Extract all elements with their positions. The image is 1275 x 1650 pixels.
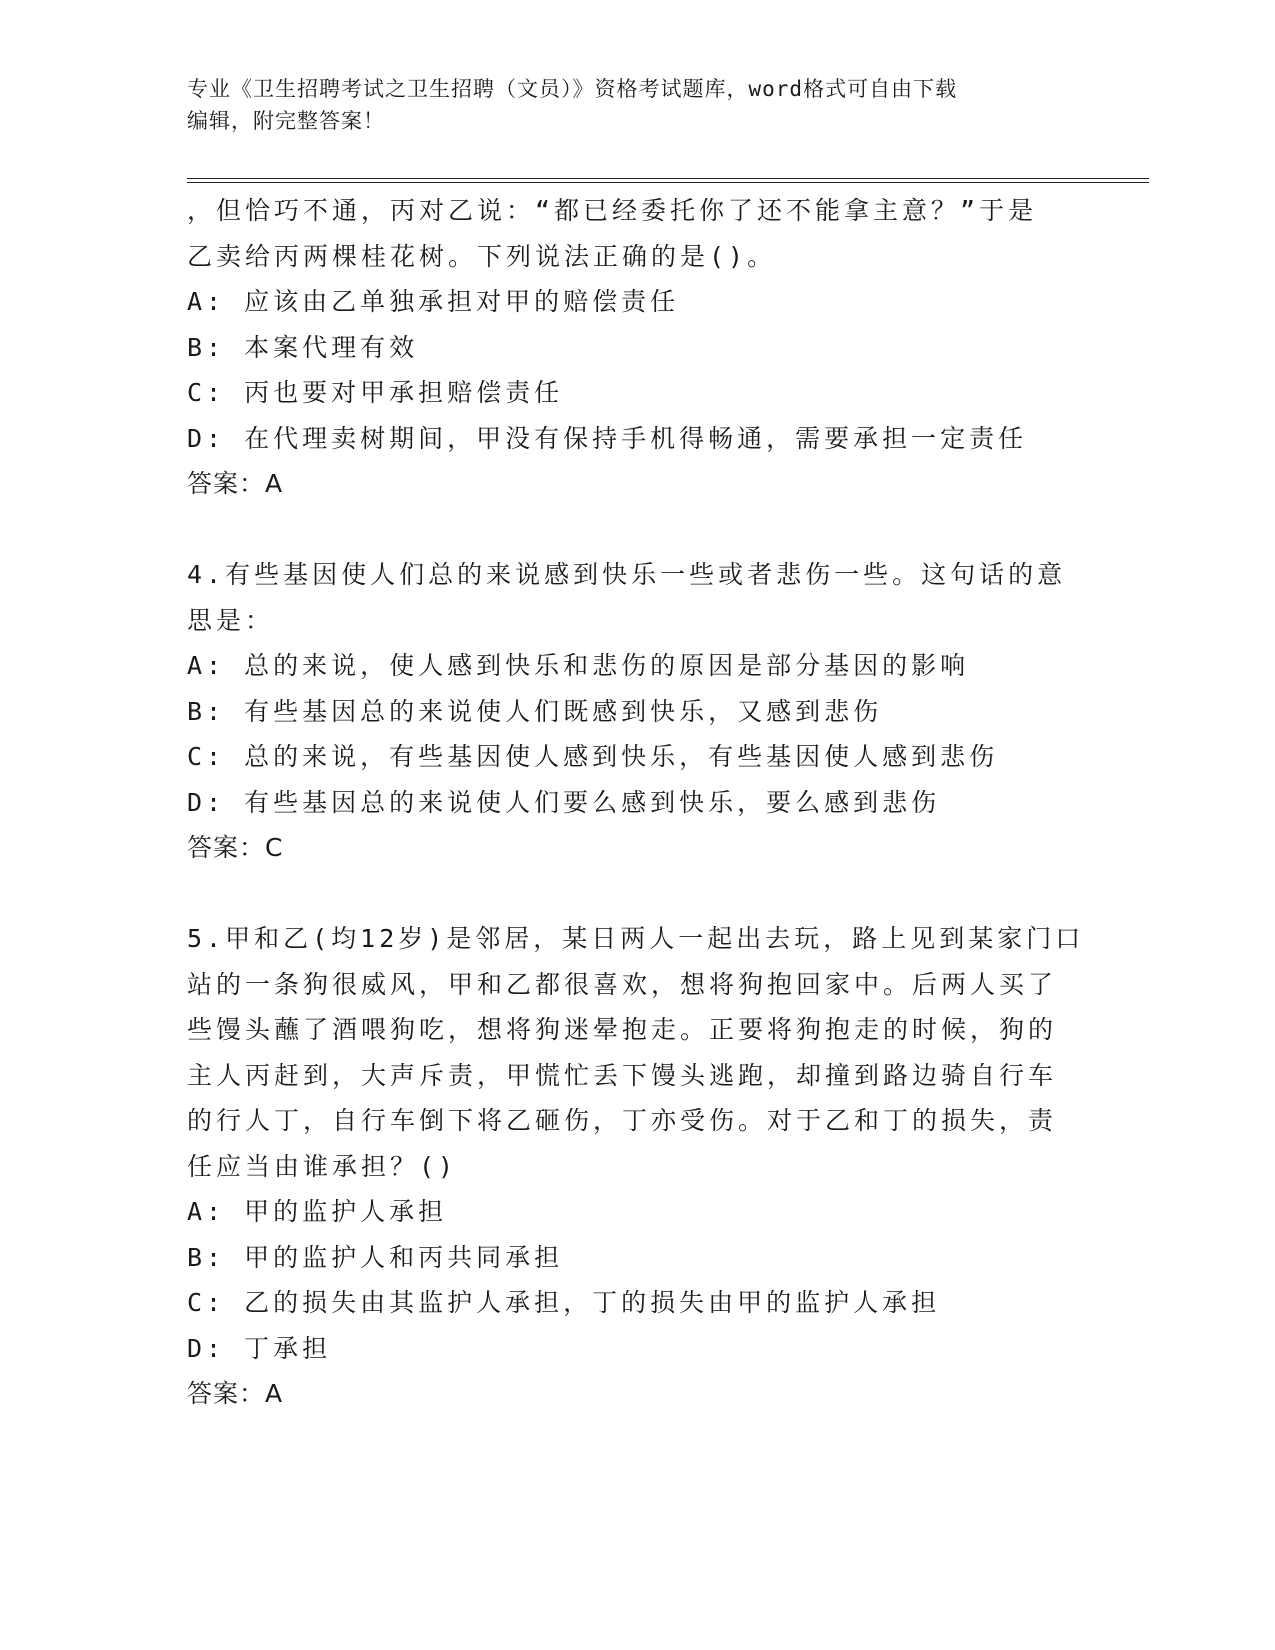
document-body: [187, 188, 1087, 1417]
option-b: B: 有些基因总的来说使人们既感到快乐，又感到悲伤: [187, 696, 883, 726]
answer-line: 答案：A: [187, 469, 284, 498]
header-title-line: 专业《卫生招聘考试之卫生招聘（文员）》资格考试题库，word格式可自由下载: [187, 77, 958, 101]
question-stem-line: ，但恰巧不通，丙对乙说：“都已经委托你了还不能拿主意？”于是: [187, 196, 1038, 225]
option-c: C: 丙也要对甲承担赔偿责任: [187, 378, 564, 407]
question-stem-line: 些馒头蘸了酒喂狗吃，想将狗迷晕抱走。正要将狗抱走的时候，狗的: [187, 1015, 1058, 1044]
question-stem-line: 任应当由谁承担？(): [187, 1151, 458, 1181]
question-3-continued: [187, 188, 1087, 507]
option-a: A: 应该由乙单独承担对甲的赔偿责任: [187, 287, 680, 316]
option-b: B: 本案代理有效: [187, 332, 419, 362]
answer-line: 答案：C: [187, 833, 284, 862]
question-stem-line: 乙卖给丙两棵桂花树。下列说法正确的是()。: [187, 241, 777, 271]
option-a: A: 总的来说，使人感到快乐和悲伤的原因是部分基因的影响: [187, 651, 970, 680]
option-d: D: 丁承担: [187, 1333, 332, 1363]
option-d: D: 有些基因总的来说使人们要么感到快乐，要么感到悲伤: [187, 787, 941, 817]
option-a: A: 甲的监护人承担: [187, 1197, 448, 1226]
question-stem-line: 5.甲和乙(均12岁)是邻居，某日两人一起出去玩，路上见到某家门口: [187, 924, 1085, 953]
question-5: [187, 916, 1087, 1417]
page-header: [187, 73, 1087, 137]
option-c: C: 乙的损失由其监护人承担，丁的损失由甲的监护人承担: [187, 1288, 941, 1317]
header-title-line: 编辑，附完整答案！: [187, 109, 385, 133]
question-stem-line: 思是：: [187, 605, 275, 635]
spacer: [187, 507, 1087, 553]
option-d: D: 在代理卖树期间，甲没有保持手机得畅通，需要承担一定责任: [187, 423, 1028, 453]
answer-line: 答案：A: [187, 1379, 284, 1408]
question-4: [187, 552, 1087, 871]
question-stem-line: 的行人丁，自行车倒下将乙砸伤，丁亦受伤。对于乙和丁的损失，责: [187, 1106, 1058, 1135]
question-stem-line: 站的一条狗很威风，甲和乙都很喜欢，想将狗抱回家中。后两人买了: [187, 969, 1058, 999]
spacer: [187, 871, 1087, 917]
question-stem-line: 4.有些基因使人们总的来说感到快乐一些或者悲伤一些。这句话的意: [187, 560, 1067, 589]
option-b: B: 甲的监护人和丙共同承担: [187, 1242, 564, 1272]
question-stem-line: 主人丙赶到，大声斥责，甲慌忙丢下馒头逃跑，却撞到路边骑自行车: [187, 1060, 1058, 1090]
header-divider: [187, 178, 1149, 183]
option-c: C: 总的来说，有些基因使人感到快乐，有些基因使人感到悲伤: [187, 742, 999, 771]
